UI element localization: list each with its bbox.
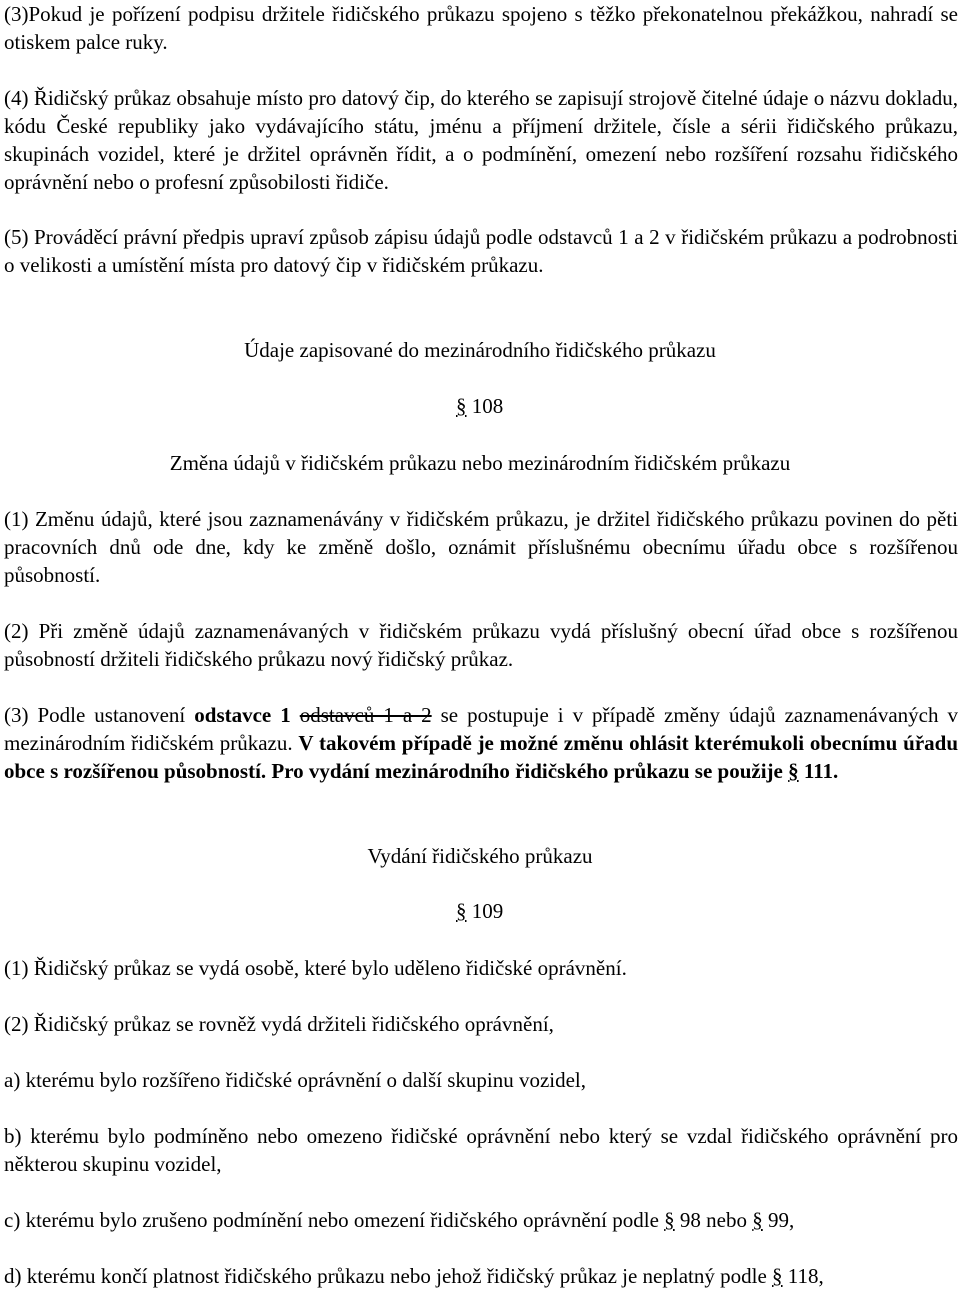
paragraph-3-prev: (3)Pokud je pořízení podpisu držitele řidičského průkazu spojeno s těžko překonatelnou překážkou, nahradí se otiskem palce ruky. (4, 2, 958, 54)
heading-intl-license-data: Údaje zapisované do mezinárodního řidičského průkazu (244, 338, 716, 362)
item-c-text-end: 99, (762, 1208, 795, 1232)
p3-space (291, 703, 300, 727)
section-109-num: 109 (471, 899, 504, 923)
section-sign: § (788, 759, 799, 783)
p3-text-middle: se postupuje i v případě změny údajů zaznamenávaných v mezinárodním řidičském průkazu. (4, 703, 958, 755)
section-108-paragraph-1: (1) Změnu údajů, které jsou zaznamenávány v řidičském průkazu, je držitel řidičského průkazu povinen do pěti pracovních dnů ode dne, kdy ke změně došlo, oznámit příslušnému obecnímu úřadu obce s rozšířenou působností. (4, 507, 958, 587)
section-109-paragraph-1: (1) Řidičský průkaz se vydá osobě, které bylo uděleno řidičské oprávnění. (4, 956, 627, 980)
section-109-paragraph-2: (2) Řidičský průkaz se rovněž vydá držiteli řidičského oprávnění, (4, 1012, 554, 1036)
paragraph-5: (5) Prováděcí právní předpis upraví způsob zápisu údajů podle odstavců 1 a 2 v řidičském průkazu a podrobnosti o velikosti a umístění místa pro datový čip v řidičském průkazu. (4, 225, 958, 277)
section-109-item-b: b) kterému bylo podmíněno nebo omezeno řidičské oprávnění nebo který se vzdal řidičského oprávnění pro některou skupinu vozidel, (4, 1124, 958, 1176)
item-c-text-middle: 98 nebo (674, 1208, 753, 1232)
section-sign: § (752, 1208, 763, 1232)
p3-bold-text: V takovém případě je možné změnu ohlásit kterémukoli obecnímu úřadu obce s rozšířenou působností. Pro vydání mezinárodního řidičského průkazu se použije (4, 731, 958, 783)
section-sign: § (664, 1208, 675, 1232)
section-109-item-a: a) kterému bylo rozšířeno řidičské oprávnění o další skupinu vozidel, (4, 1068, 587, 1092)
section-sign: § (456, 899, 467, 923)
item-d-text-start: d) kterému končí platnost řidičského průkazu nebo jehož řidičský průkaz je neplatný podle (4, 1264, 773, 1288)
section-sign: § (456, 394, 467, 418)
paragraph-4: (4) Řidičský průkaz obsahuje místo pro datový čip, do kterého se zapisují strojově čitelné údaje o názvu dokladu, kódu České republiky jako vydávajícího státu, jménu a příjmení držitele, čísle a sérii řidičského průkazu, skupinách vozidel, které je držitel oprávněn řídit, a o podmínění, omezení nebo rozšíření rozsahu řidičského oprávnění nebo o profesní způsobilosti řidiče. (4, 86, 958, 194)
section-109-number (456, 897, 503, 925)
p3-inserted-text: odstavce 1 (194, 703, 291, 727)
section-108-paragraph-3 (4, 701, 958, 785)
p3-text-end: 111. (798, 759, 839, 783)
section-108-paragraph-2: (2) Při změně údajů zaznamenávaných v řidičském průkazu vydá příslušný obecní úřad obce s rozšířenou působností držiteli řidičského průkazu nový řidičský průkaz. (4, 619, 958, 671)
section-109-item-d (4, 1262, 958, 1290)
section-108-number (456, 392, 503, 420)
item-d-text-end: 118, (782, 1264, 824, 1288)
section-108-title: Změna údajů v řidičském průkazu nebo mezinárodním řidičském průkazu (169, 451, 791, 475)
p3-text-start: (3) Podle ustanovení (4, 703, 195, 727)
section-sign: § (772, 1264, 783, 1288)
section-109-title: Vydání řidičského průkazu (367, 844, 593, 868)
item-c-text-start: c) kterému bylo zrušeno podmínění nebo omezení řidičského oprávnění podle (4, 1208, 665, 1232)
section-109-item-c (4, 1206, 958, 1234)
section-108-num: 108 (471, 394, 504, 418)
p3-deleted-text: odstavců 1 a 2 (299, 703, 432, 727)
